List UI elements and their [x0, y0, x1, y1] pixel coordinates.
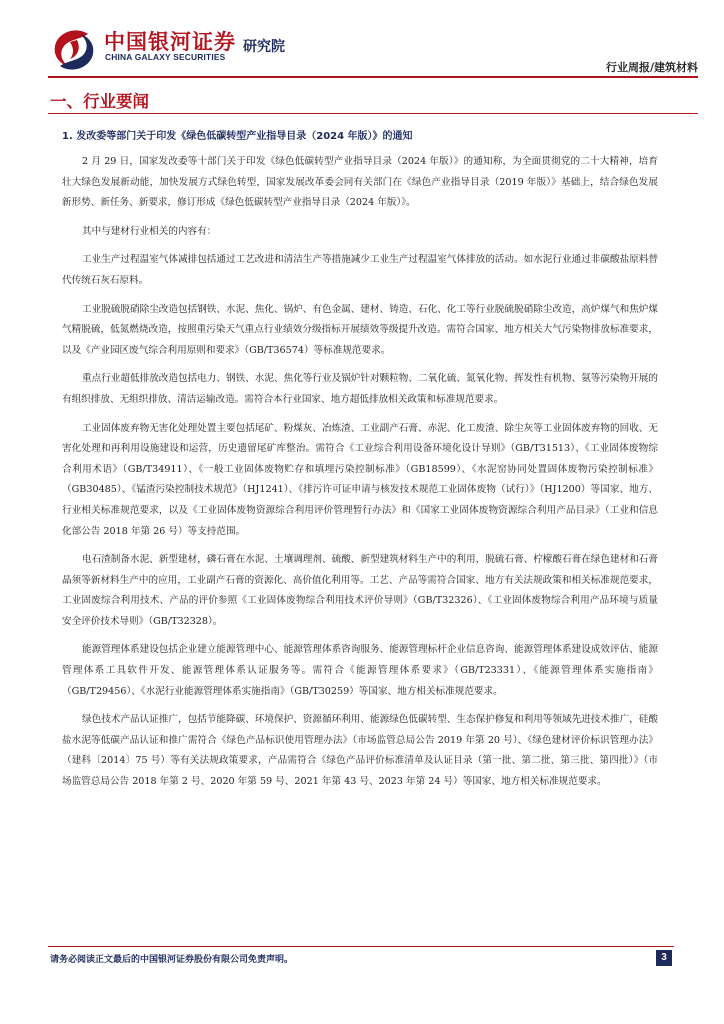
article-body: [62, 152, 658, 801]
notice-title: 1. 发改委等部门关于印发《绿色低碳转型产业指导目录（2024 年版）》的通知: [62, 131, 413, 142]
footer-divider: [48, 946, 674, 947]
header-divider: [48, 76, 698, 78]
report-type: 行业周报/建筑材料: [605, 61, 698, 74]
section-divider: [48, 113, 698, 114]
page-header: [0, 0, 724, 80]
paragraph: 2 月 29 日，国家发改委等十部门关于印发《绿色低碳转型产业指导目录（2024 年版）》的通知称，为全面贯彻党的二十大精神，培育壮大绿色发展新动能，加快发展方式绿色转型，国家发展改革委会同有关部门在《绿色产业指导目录（2019 年版）》基础上，结合绿色发展新形势、新任务、新要求，修订形成《绿色低碳转型产业指导目录（2024 年版）》。: [62, 156, 658, 209]
section-title: 一、行业要闻: [50, 92, 149, 111]
paragraph: 重点行业超低排放改造包括电力、钢铁、水泥、焦化等行业及锅炉针对颗粒物、二氧化硫、氮氧化物、挥发性有机物、氨等污染物开展的有组织排放、无组织排放、清洁运输改造。需符合本行业国家、地方超低排放相关政策和标准规范要求。: [62, 373, 658, 405]
paragraph: 工业脱硫脱硝除尘改造包括钢铁、水泥、焦化、锅炉、有色金属、建材、铸造、石化、化工等行业脱硫脱硝除尘改造，高炉煤气和焦炉煤气精脱硫，低氮燃烧改造，按照重污染天气重点行业绩效分级指标开展绩效等级提升改造。需符合国家、地方相关大气污染物排放标准要求，以及《产业园区废气综合利用原则和要求》（GB/T36574）等标准规范要求。: [62, 303, 658, 356]
paragraph: 工业生产过程温室气体减排包括通过工艺改进和清洁生产等措施减少工业生产过程温室气体排放的活动。如水泥行业通过非碳酸盐原料替代传统石灰石原料。: [62, 254, 658, 286]
paragraph: 绿色技术产品认证推广，包括节能降碳、环境保护、资源循环利用、能源绿色低碳转型、生态保护修复和利用等领域先进技术推广，硅酸盐水泥等低碳产品认证和推广需符合《绿色产品标识使用管理办法》（市场监管总局公告 2019 年第 20 号）、《绿色建材评价标识管理办法》（建科〔2014〕75 号）等有关法规政策要求，产品需符合《绿色产品评价标准清单及认证目录（第一批、第二批、第三批、第四批）》（市场监管总局公告 2018 年第 2 号、2020 年第 59 号、2021 年第 43 号、2023 年第 24 号）等国家、地方相关标准规范要求。: [62, 714, 658, 788]
paragraph: 工业固体废弃物无害化处理处置主要包括尾矿、粉煤灰、冶炼渣、工业副产石膏、赤泥、化工废渣、除尘灰等工业固体废弃物的回收、无害化处理和再利用设施建设和运营，历史遗留尾矿库整治。需符合《工业综合利用设备环境化设计导则》（GB/T31513）、《工业固体废物综合利用术语》（GB/T34911）、《一般工业固体废物贮存和填埋污染控制标准》（GB18599）、《水泥窑协同处置固体废物污染控制标准》（GB30485）、《锰渣污染控制技术规范》（HJ1241）、《排污许可证申请与核发技术规范工业固体废物（试行）》（HJ1200）等国家、地方、行业相关标准规范要求，以及《工业固体废物资源综合利用评价管理暂行办法》和《国家工业固体废物资源综合利用产品目录》（工业和信息化部公告 2018 年第 26 号）等支持范围。: [62, 422, 658, 537]
page-number: 3: [656, 950, 672, 966]
paragraph: 其中与建材行业相关的内容有：: [82, 225, 217, 237]
brand-name-cn: 中国银河证券: [104, 30, 236, 54]
galaxy-logo-icon: [50, 26, 98, 74]
brand-name-en: CHINA GALAXY SECURITIES: [105, 52, 226, 62]
paragraph: 能源管理体系建设包括企业建立能源管理中心、能源管理体系咨询服务、能源管理标杆企业信息咨询、能源管理体系建设成效评估、能源管理体系工具软件开发、能源管理体系认证服务等。需符合《能源管理体系要求》（GB/T23331）、《能源管理体系实施指南》（GB/T29456）、《水泥行业能源管理体系实施指南》（GB/T30259）等国家、地方相关标准规范要求。: [62, 644, 658, 697]
paragraph: 电石渣制备水泥、新型建材，磷石膏在水泥、土壤调理剂、硫酸、新型建筑材料生产中的利用，脱硫石膏、柠檬酸石膏在绿色建材和石膏晶须等新材料生产中的应用，工业副产石膏的资源化、高价值化利用等。工艺、产品等需符合国家、地方有关法规政策和相关标准规范要求，工业固废综合利用技术、产品的评价参照《工业固体废物综合利用技术评价导则》（GB/T32326）、《工业固体废物综合利用产品环境与质量安全评价技术导则》（GB/T32328）。: [62, 554, 658, 627]
institute-label: 研究院: [243, 39, 285, 55]
disclaimer-text: 请务必阅读正文最后的中国银河证券股份有限公司免责声明。: [50, 955, 294, 965]
